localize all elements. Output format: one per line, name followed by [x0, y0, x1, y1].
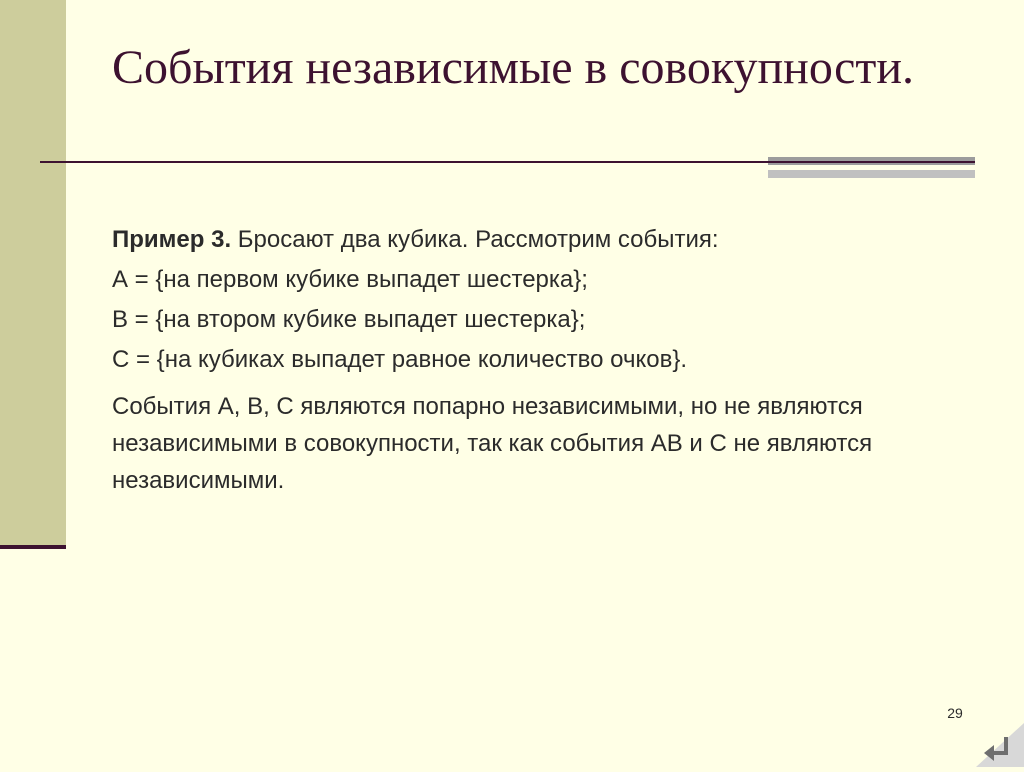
title-rule-shade-lower: [768, 170, 975, 178]
title-divider: [40, 161, 975, 163]
slide-body: [112, 220, 972, 499]
slide-number: 29: [947, 705, 963, 721]
left-accent-underline: [0, 545, 66, 549]
left-accent-bar: [0, 0, 66, 545]
event-a: А = {на первом кубике выпадет шестерка};: [112, 266, 588, 293]
conclusion-paragraph: События А, В, С являются попарно независимыми, но не являются независимыми в совокупности, так как события АВ и С не являются независимыми.: [112, 393, 873, 494]
slide-title: События независимые в совокупности.: [112, 41, 915, 94]
event-b: В = {на втором кубике выпадет шестерка};: [112, 306, 586, 333]
example-intro: Бросают два кубика. Рассмотрим события:: [231, 226, 719, 253]
example-line: [112, 220, 972, 260]
example-label: Пример 3.: [112, 226, 232, 253]
event-c: С = {на кубиках выпадет равное количество очков}.: [112, 346, 688, 373]
return-arrow-icon[interactable]: [976, 723, 1024, 767]
